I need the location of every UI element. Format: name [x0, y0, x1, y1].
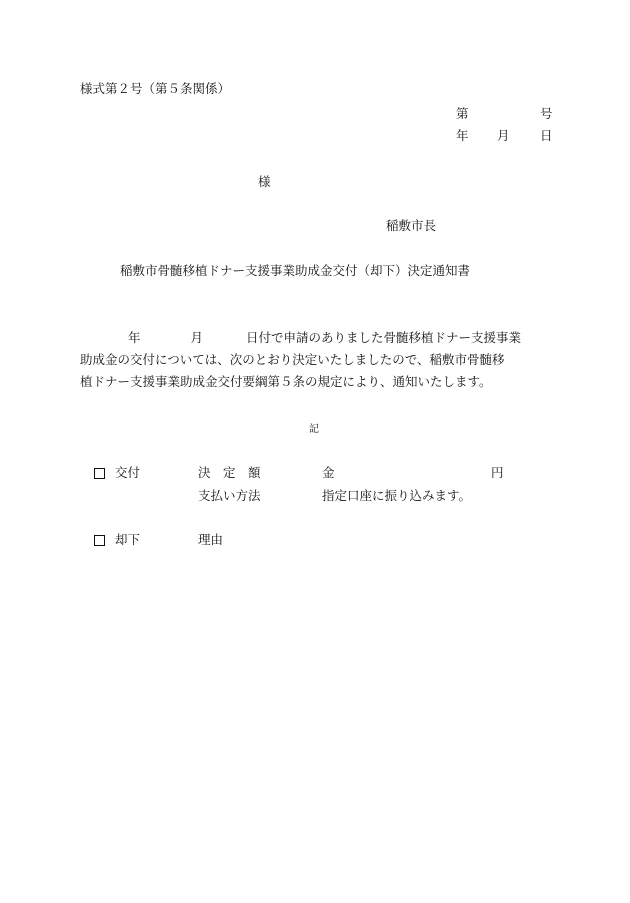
body-date-month: 月: [190, 330, 204, 345]
amount-prefix: 金: [322, 465, 335, 480]
section-mark: 記: [309, 424, 319, 435]
reject-option-label: 却下: [115, 532, 141, 547]
issue-date-day: 日: [540, 128, 553, 143]
issue-date-year: 年: [456, 128, 469, 143]
amount-unit: 円: [491, 465, 504, 480]
form-number: 様式第２号（第５条関係）: [80, 81, 231, 96]
body-paragraph: [80, 327, 552, 393]
grant-checkbox[interactable]: [94, 468, 105, 479]
payment-method-label: 支払い方法: [198, 488, 261, 503]
document-title: 稲敷市骨髄移植ドナー支援事業助成金交付（却下）決定通知書: [120, 263, 471, 278]
recipient-honorific: 様: [258, 174, 271, 189]
grant-option-label: 交付: [115, 465, 141, 480]
decided-amount-label: 決 定 額: [198, 465, 261, 480]
body-line-1-text: 日付で申請のありました骨髄移植ドナー支援事業: [246, 330, 522, 345]
body-line-1: [80, 327, 552, 349]
reference-number-suffix: 号: [540, 106, 553, 121]
body-date-year: 年: [128, 330, 141, 345]
body-line-3: 植ドナー支援事業助成金交付要綱第５条の規定により、通知いたします。: [80, 374, 492, 389]
issue-date-month: 月: [497, 128, 510, 143]
issuer-name: 稲敷市長: [386, 218, 437, 233]
body-line-2: 助成金の交付については、次のとおり決定いたしましたので、稲敷市骨髄移: [80, 352, 505, 367]
payment-method-value: 指定口座に振り込みます。: [322, 488, 472, 503]
reason-label: 理由: [198, 532, 224, 547]
reject-checkbox[interactable]: [94, 535, 105, 546]
reference-number-prefix: 第: [456, 106, 469, 121]
